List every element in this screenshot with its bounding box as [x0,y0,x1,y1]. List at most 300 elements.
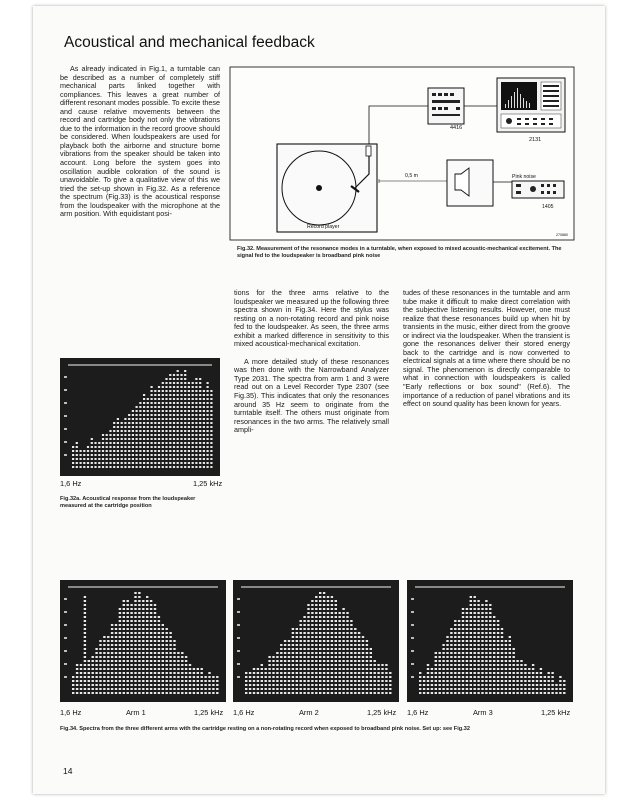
screen-bar-segment [162,442,164,444]
screen-bar-segment [181,656,183,658]
screen-bar-segment [339,664,341,666]
screen-bar-segment [501,672,503,674]
screen-bar-segment [150,676,152,678]
screen-bar-segment [489,624,491,626]
screen-bar-segment [261,688,263,690]
screen-bar-segment [327,608,329,610]
screen-bar-segment [177,450,179,452]
screen-bar-segment [188,418,190,420]
screen-bar-segment [540,668,542,670]
screen-bar-segment [470,612,472,614]
fig32a-caption [60,496,222,510]
screen-bar-segment [374,672,376,674]
screen-bar-segment [446,636,448,638]
screen-bar-segment [111,692,113,694]
screen-bar-segment [151,446,153,448]
screen-bar-segment [203,398,205,400]
screen-bar-segment [134,680,136,682]
screen-bar-segment [165,398,167,400]
screen-bar-segment [192,426,194,428]
screen-bar-segment [509,656,511,658]
screen-bar-segment [180,454,182,456]
screen-bar-segment [188,434,190,436]
screen-tick [411,598,414,600]
screen-bar-segment [268,672,270,674]
screen-bar-segment [195,450,197,452]
screen-bar-segment [493,668,495,670]
screen-bar-segment [505,644,507,646]
screen-bar-segment [106,462,108,464]
screen-bar-segment [520,660,522,662]
screen-bar-segment [366,640,368,642]
screen-bar-segment [143,466,145,468]
screen-bar-segment [458,684,460,686]
screen-bar-segment [138,600,140,602]
screen-bar-segment [307,648,309,650]
screen-bar-segment [173,458,175,460]
screen-bar-segment [257,676,259,678]
screen-bar-segment [177,676,179,678]
screen-bar-segment [130,632,132,634]
screen-bar-segment [147,446,149,448]
screen-bar-segment [162,632,164,634]
screen-bar-segment [446,672,448,674]
screen-bar-segment [199,430,201,432]
screen-bar-segment [87,446,89,448]
screen-bar-segment [323,680,325,682]
screen-bar-segment [103,648,105,650]
screen-bar-segment [296,660,298,662]
screen-bar-segment [94,454,96,456]
screen-bar-segment [381,680,383,682]
screen-bar-segment [127,664,129,666]
screen-bar-segment [162,692,164,694]
screen-bar-segment [142,612,144,614]
screen-bar-segment [84,604,86,606]
screen-bar-segment [76,664,78,666]
screen-bar-segment [166,660,168,662]
screen-bar-segment [474,688,476,690]
screen-bar-segment [132,422,134,424]
screen-bar-segment [127,684,129,686]
screen-bar-segment [169,680,171,682]
screen-bar-segment [204,680,206,682]
screen-bar-segment [319,592,321,594]
screen-bar-segment [84,652,86,654]
screen-bar-segment [103,652,105,654]
screen-bar-segment [113,422,115,424]
screen-bar-segment [261,692,263,694]
screen-bar-segment [497,668,499,670]
screen-bar-segment [188,398,190,400]
screen-bar-segment [311,624,313,626]
screen-bar-segment [177,390,179,392]
screen-bar-segment [331,684,333,686]
screen-bar-segment [311,648,313,650]
screen-bar-segment [489,672,491,674]
screen-bar-segment [115,672,117,674]
screen-bar-segment [203,394,205,396]
screen-bar-segment [462,672,464,674]
screen-bar-segment [158,442,160,444]
screen-bar-segment [257,680,259,682]
screen-bar-segment [115,628,117,630]
screen-bar-segment [184,378,186,380]
screen-bar-segment [450,636,452,638]
screen-bar-segment [173,398,175,400]
screen-bar-segment [132,434,134,436]
screen-bar-segment [485,632,487,634]
screen-bar-segment [143,442,145,444]
screen-bar-segment [216,688,218,690]
screen-bar-segment [132,450,134,452]
screen-bar-segment [134,660,136,662]
screen-bar-segment [493,664,495,666]
screen-bar-segment [94,442,96,444]
screen-bar-segment [212,684,214,686]
screen-bar-segment [280,652,282,654]
screen-bar-segment [199,410,201,412]
screen-bar-segment [165,394,167,396]
screen-bar-segment [450,632,452,634]
screen-bar-segment [423,692,425,694]
screen-bar-segment [339,620,341,622]
screen-bar-segment [146,692,148,694]
screen-tick [237,650,240,652]
screen-bar-segment [311,676,313,678]
screen-bar-segment [76,458,78,460]
screen-bar-segment [331,624,333,626]
screen-bar-segment [497,632,499,634]
screen-bar-segment [199,418,201,420]
screen-bar-segment [99,664,101,666]
screen-bar-segment [109,442,111,444]
screen-bar-segment [142,656,144,658]
screen-bar-segment [346,668,348,670]
screen-bar-segment [210,462,212,464]
screen-bar-segment [138,596,140,598]
screen-bar-segment [207,430,209,432]
screen-bar-segment [485,628,487,630]
screen-bar-segment [454,640,456,642]
screen-bar-segment [505,668,507,670]
screen-bar-segment [143,402,145,404]
screen-bar-segment [151,438,153,440]
screen-bar-segment [184,406,186,408]
screen-bar-segment [130,688,132,690]
screen-bar-segment [150,680,152,682]
screen-bar-segment [474,652,476,654]
screen-bar-segment [284,692,286,694]
screen-bar-segment [130,664,132,666]
screen-bar-segment [166,656,168,658]
screen-bar-segment [162,648,164,650]
screen-bar-segment [87,466,89,468]
screen-bar-segment [350,628,352,630]
screen-bar-segment [381,676,383,678]
screen-bar-segment [257,692,259,694]
screen-bar-segment [199,402,201,404]
screen-bar-segment [115,660,117,662]
screen-bar-segment [268,660,270,662]
screen-bar-segment [195,378,197,380]
screen-bar-segment [427,692,429,694]
screen-bar-segment [342,608,344,610]
screen-bar-segment [173,462,175,464]
screen-bar-segment [389,676,391,678]
screen-bar-segment [154,466,156,468]
screen-bar-segment [458,632,460,634]
screen-bar-segment [142,600,144,602]
screen-bar-segment [331,648,333,650]
screen-bar-segment [111,644,113,646]
screen-bar-segment [358,688,360,690]
screen-bar-segment [470,676,472,678]
screen-bar-segment [307,664,309,666]
screen-bar-segment [193,672,195,674]
screen-bar-segment [474,680,476,682]
screen-bar-segment [350,664,352,666]
screen-bar-segment [292,656,294,658]
screen-bar-segment [127,604,129,606]
screen-bar-segment [524,684,526,686]
screen-bar-segment [505,640,507,642]
screen-bar-segment [323,612,325,614]
screen-bar-segment [169,648,171,650]
screen-bar-segment [462,620,464,622]
screen-bar-segment [327,636,329,638]
screen-bar-segment [95,692,97,694]
screen-bar-segment [154,398,156,400]
screen-bar-segment [173,450,175,452]
screen-bar-segment [147,450,149,452]
screen-bar-segment [158,430,160,432]
screen-bar-segment [138,684,140,686]
screen-bar-segment [300,664,302,666]
screen-bar-segment [162,656,164,658]
screen-bar-segment [123,656,125,658]
screen-bar-segment [76,466,78,468]
screen-bar-segment [272,684,274,686]
screen-bar-segment [119,636,121,638]
screen-bar-segment [180,414,182,416]
screen-bar-segment [154,462,156,464]
screen-bar-segment [177,386,179,388]
screen-bar-segment [173,414,175,416]
screen-bar-segment [497,624,499,626]
screen-bar-segment [95,664,97,666]
screen-bar-segment [165,446,167,448]
screen-bar-segment [169,652,171,654]
screen-bar-segment [331,652,333,654]
screen-bar-segment [303,632,305,634]
screen-bar-segment [119,616,121,618]
screen-bar-segment [253,676,255,678]
screen-bar-segment [296,680,298,682]
screen-bar-segment [121,466,123,468]
screen-bar-segment [331,680,333,682]
screen-bar-segment [180,466,182,468]
screen-bar-segment [544,680,546,682]
arm1-bars [60,580,226,702]
screen-bar-segment [99,684,101,686]
screen-bar-segment [115,668,117,670]
screen-bar-segment [300,624,302,626]
screen-bar-segment [439,688,441,690]
screen-bar-segment [127,612,129,614]
screen-bar-segment [268,656,270,658]
screen-bar-segment [477,664,479,666]
screen-bar-segment [180,446,182,448]
screen-bar-segment [485,684,487,686]
screen-bar-segment [130,608,132,610]
screen-bar-segment [489,640,491,642]
screen-bar-segment [185,656,187,658]
screen-bar-segment [358,652,360,654]
unit-4416 [428,88,464,124]
screen-bar-segment [563,688,565,690]
screen-bar-segment [458,692,460,694]
screen-bar-segment [115,632,117,634]
screen-bar-segment [80,462,82,464]
screen-bar-segment [132,466,134,468]
screen-bar-segment [188,466,190,468]
screen-bar-segment [346,620,348,622]
screen-bar-segment [540,676,542,678]
screen-bar-segment [84,628,86,630]
screen-bar-segment [197,692,199,694]
screen-bar-segment [84,608,86,610]
screen-bar-segment [419,688,421,690]
screen-bar-segment [385,668,387,670]
screen-bar-segment [354,648,356,650]
screen-bar-segment [300,644,302,646]
screen-bar-segment [501,648,503,650]
screen-bar-segment [169,410,171,412]
screen-bar-segment [470,616,472,618]
screen-bar-segment [103,688,105,690]
page-title: Acoustical and mechanical feedback [64,34,315,51]
screen-bar-segment [458,660,460,662]
screen-bar-segment [501,628,503,630]
screen-bar-segment [106,466,108,468]
screen-bar-segment [454,624,456,626]
screen-bar-segment [158,632,160,634]
screen-bar-segment [477,680,479,682]
middle-paragraph-1: tions for the three arms relative to the loudspeaker we measured up the following three spectra shown in Fig.34. Here the stylus was resting on a non-rotating record and pink noise fed to the loudspeaker. As seen, the three arms exhibit a marked difference in sensitivity to this mixed acoustical-mechanical excitation. [234,288,389,349]
screen-bar-segment [327,688,329,690]
screen-bar-segment [195,434,197,436]
screen-bar-segment [166,652,168,654]
screen-bar-segment [162,668,164,670]
screen-bar-segment [162,438,164,440]
screen-bar-segment [493,632,495,634]
screen-bar-segment [146,636,148,638]
screen-bar-segment [103,660,105,662]
screen-bar-segment [72,688,74,690]
screen-bar-segment [323,644,325,646]
screen-bar-segment [76,688,78,690]
screen-bar-segment [158,438,160,440]
screen-bar-segment [119,656,121,658]
screen-bar-segment [95,652,97,654]
screen-bar-segment [257,684,259,686]
screen-bar-segment [184,426,186,428]
screen-bar-segment [124,430,126,432]
screen-bar-segment [177,446,179,448]
screen-bar-segment [184,382,186,384]
screen-bar-segment [354,668,356,670]
screen-bar-segment [462,644,464,646]
screen-bar-segment [113,430,115,432]
screen-bar-segment [342,640,344,642]
screen-bar-segment [497,652,499,654]
screen-bar-segment [450,652,452,654]
screen-bar-segment [474,612,476,614]
screen-bar-segment [485,676,487,678]
screen-bar-segment [474,648,476,650]
screen-bar-segment [311,612,313,614]
screen-bar-segment [509,648,511,650]
screen-bar-segment [268,692,270,694]
screen-bar-segment [138,604,140,606]
screen-bar-segment [272,676,274,678]
screen-bar-segment [95,688,97,690]
screen-bar-segment [350,660,352,662]
screen-bar-segment [381,684,383,686]
screen-bar-segment [327,672,329,674]
screen-bar-segment [111,640,113,642]
screen-bar-segment [350,640,352,642]
screen-bar-segment [210,466,212,468]
screen-bar-segment [132,446,134,448]
screen-bar-segment [323,668,325,670]
screen-bar-segment [315,692,317,694]
screen-bar-segment [158,410,160,412]
screen-bar-segment [216,680,218,682]
screen-bar-segment [95,656,97,658]
screen-bar-segment [123,628,125,630]
screen-bar-segment [342,688,344,690]
screen-bar-segment [311,644,313,646]
screen-bar-segment [520,672,522,674]
screen-bar-segment [139,434,141,436]
screen-bar-segment [319,616,321,618]
screen-bar-segment [280,660,282,662]
screen-bar-segment [193,676,195,678]
screen-bar-segment [188,382,190,384]
screen-bar-segment [327,676,329,678]
screen-bar-segment [536,676,538,678]
screen-bar-segment [446,692,448,694]
screen-bar-segment [146,660,148,662]
screen-bar-segment [470,680,472,682]
screen-bar-segment [481,616,483,618]
screen-bar-segment [147,422,149,424]
screen-bar-segment [162,450,164,452]
screen-bar-segment [173,688,175,690]
screen-tick [64,650,67,652]
screen-bar-segment [103,684,105,686]
screen-bar-segment [188,450,190,452]
screen-bar-segment [80,680,82,682]
screen-bar-segment [524,672,526,674]
screen-bar-segment [201,668,203,670]
screen-bar-segment [563,680,565,682]
screen-bar-segment [143,450,145,452]
screen-bar-segment [439,656,441,658]
screen-bar-segment [296,636,298,638]
